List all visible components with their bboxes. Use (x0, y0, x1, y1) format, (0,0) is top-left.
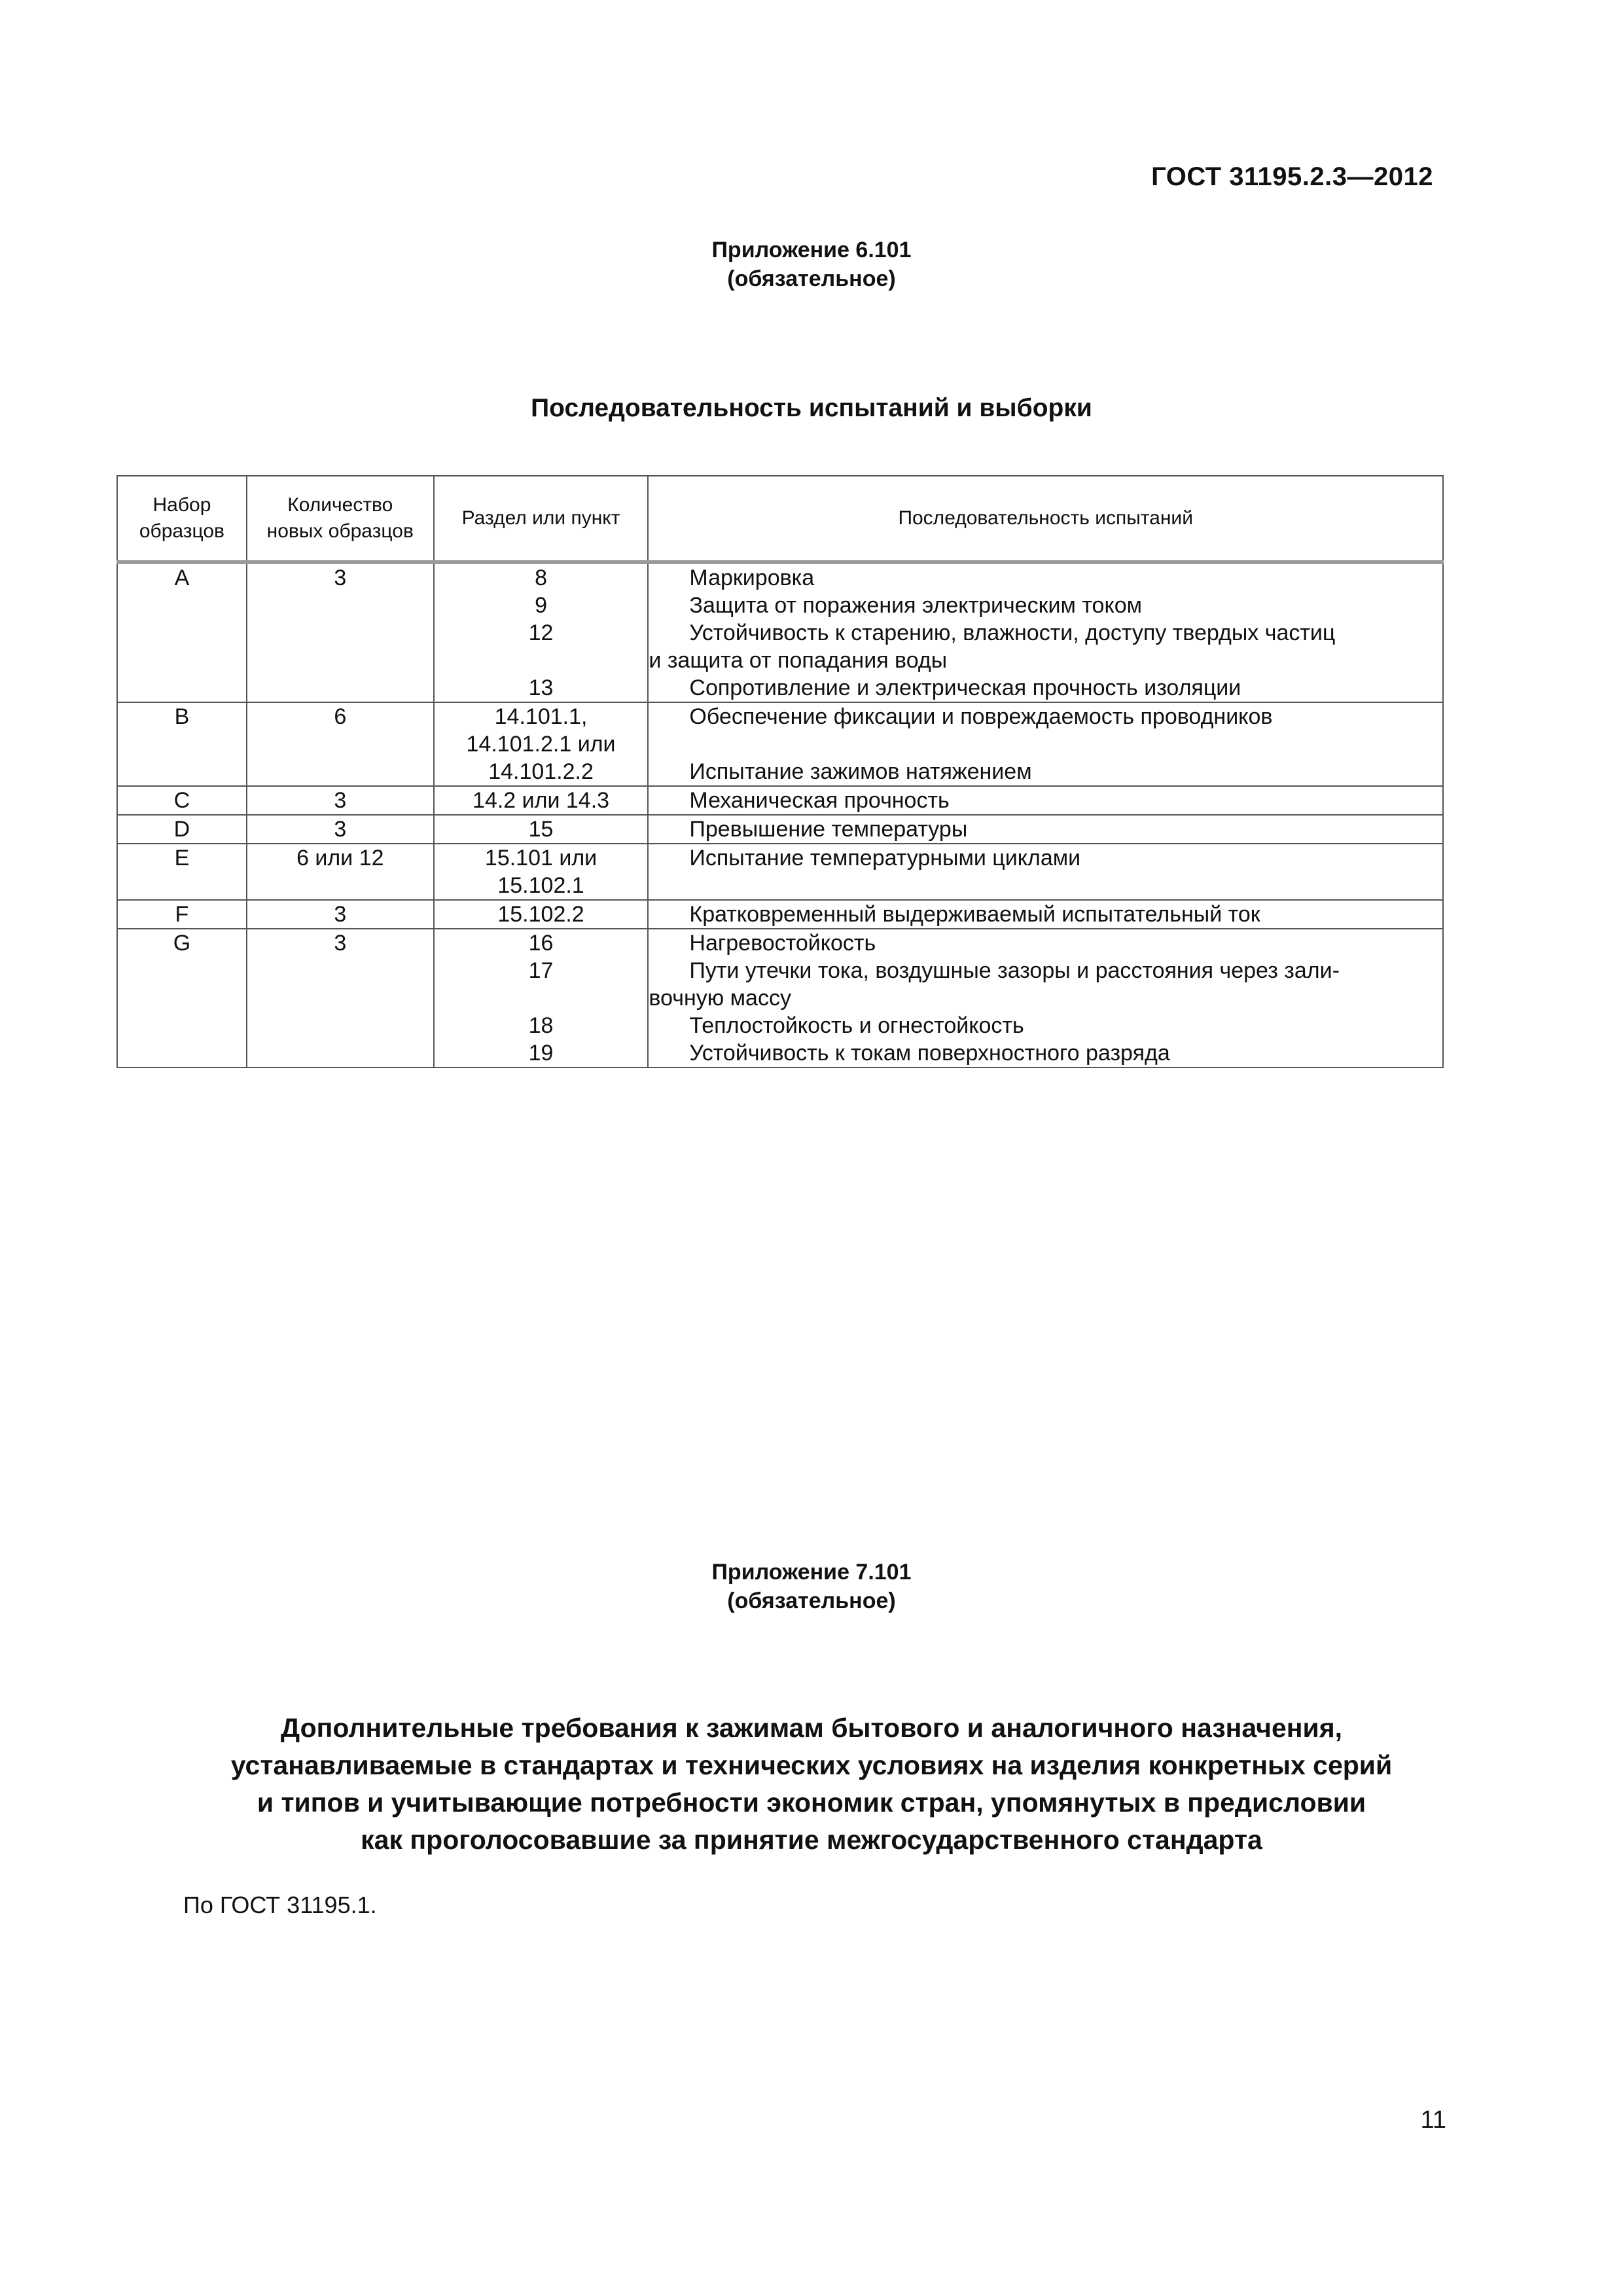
cell-set: E (117, 844, 247, 900)
cell-count: 3 (247, 786, 434, 815)
table-row (117, 844, 1443, 900)
standard-code: ГОСТ 31195.2.3—2012 (1151, 162, 1433, 191)
cell-section: 15.101 или 15.102.1 (434, 844, 649, 900)
cell-count: 3 (247, 815, 434, 844)
test-sequence-table (116, 475, 1444, 1068)
column-header-section: Раздел или пункт (434, 476, 649, 562)
cell-tests: Испытание температурными циклами (648, 844, 1443, 900)
cell-tests: Превышение температуры (648, 815, 1443, 844)
cell-count: 6 или 12 (247, 844, 434, 900)
cell-tests: Обеспечение фиксации и повреждаемость проводников Испытание зажимов натяжением (648, 702, 1443, 786)
cell-tests: Нагревостойкость Пути утечки тока, воздушные зазоры и расстояния через зали- вочную массу Теплостойкость и огнестойкость Устойчивость к токам поверхностного разряда (648, 929, 1443, 1067)
column-header-count: Количество новых образцов (247, 476, 434, 562)
cell-set: B (117, 702, 247, 786)
annex-7-101-title: Дополнительные требования к зажимам бытового и аналогичного назначения, устанавливаемые в стандартах и технических условиях на изделия конкретных серий и типов и учитывающие потребности экономик стран, упомянутых в предисловии как проголосовавшие за принятие межгосударственного стандарта (230, 1713, 1393, 1855)
annex-7-101-heading (0, 1558, 1623, 1615)
column-header-tests: Последовательность испытаний (648, 476, 1443, 562)
annex-status: (обязательное) (727, 266, 896, 291)
annex-status: (обязательное) (727, 1588, 896, 1613)
cell-tests: Маркировка Защита от поражения электрическим током Устойчивость к старению, влажности, доступу твердых частиц и защита от попадания воды Сопротивление и электрическая прочность изоляции (648, 562, 1443, 702)
cell-tests: Механическая прочность (648, 786, 1443, 815)
cell-count: 3 (247, 562, 434, 702)
cell-set: G (117, 929, 247, 1067)
cell-set: A (117, 562, 247, 702)
annex-label: Приложение 6.101 (711, 238, 912, 262)
cell-count: 3 (247, 900, 434, 929)
table-row (117, 815, 1443, 844)
table-row (117, 929, 1443, 1067)
annex-6-101-title: Последовательность испытаний и выборки (531, 394, 1092, 422)
cell-section: 15.102.2 (434, 900, 649, 929)
table-row (117, 562, 1443, 702)
cell-set: C (117, 786, 247, 815)
cell-set: D (117, 815, 247, 844)
cell-section: 14.2 или 14.3 (434, 786, 649, 815)
page-number: 11 (1420, 2106, 1446, 2134)
cell-count: 3 (247, 929, 434, 1067)
annex-label: Приложение 7.101 (711, 1560, 912, 1585)
cell-count: 6 (247, 702, 434, 786)
table-row (117, 702, 1443, 786)
cell-set: F (117, 900, 247, 929)
cell-section: 16 17 18 19 (434, 929, 649, 1067)
table-header-row (117, 476, 1443, 562)
cell-section: 14.101.1, 14.101.2.1 или 14.101.2.2 (434, 702, 649, 786)
column-header-set: Набор образцов (117, 476, 247, 562)
table-row (117, 900, 1443, 929)
annex-6-101-heading (0, 236, 1623, 293)
table-row (117, 786, 1443, 815)
cell-section: 15 (434, 815, 649, 844)
annex-7-101-text: По ГОСТ 31195.1. (183, 1892, 377, 1918)
cell-tests: Кратковременный выдерживаемый испытательный ток (648, 900, 1443, 929)
cell-section: 8 9 12 13 (434, 562, 649, 702)
